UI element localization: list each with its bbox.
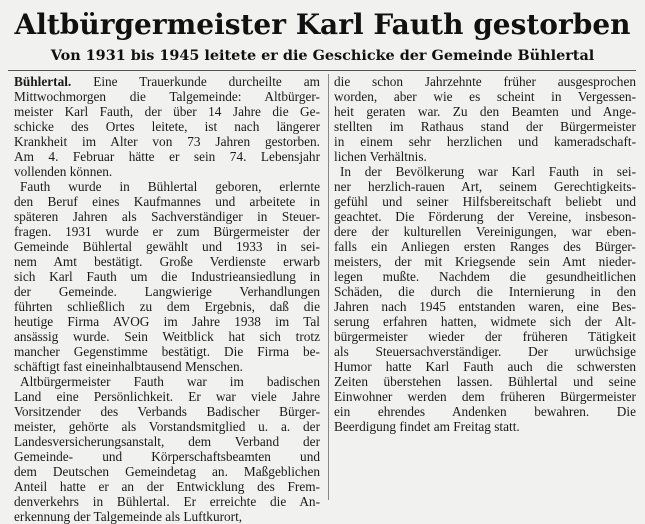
text-line: Beerdigung findet am Freitag statt. — [334, 419, 520, 434]
text-line: schäftigt fast eineinhalbtausend Menschen. — [14, 359, 243, 374]
text-line: Krankheit im Alter von 73 Jahren gestorben. — [14, 134, 320, 149]
text-line: Gemeinde Bühlertal gewählt und 1933 in sei- — [14, 239, 320, 254]
right-column — [334, 74, 636, 434]
text-line: Humor hatte Karl Fauth auch die schwersten — [334, 359, 636, 374]
text-line: Fauth wurde in Bühlertal geboren, erlernte — [20, 179, 320, 194]
text-line: legen mußte. Nachdem die gesundheitlichen — [334, 269, 636, 284]
text-line: ein ehrendes Andenken bewahren. Die — [334, 404, 636, 419]
text-line — [14, 74, 320, 89]
text-line: in einem sehr herzlichen und kameradschaft- — [334, 134, 636, 149]
header-rule — [8, 70, 636, 71]
text-line: lichen Verhältnis. — [334, 149, 427, 164]
text-line: Anteil hatte er an der Entwicklung des Frem- — [14, 479, 320, 494]
text-line: vollenden können. — [14, 164, 113, 179]
text-line: stellten im Rathaus stand der Bürgermeister — [334, 119, 636, 134]
text-line: schicke des Ortes leitete, ist nach längerer — [14, 119, 320, 134]
text-line: meister, gehörte als Vorstandsmitglied u. a. der — [14, 419, 320, 434]
column-divider — [328, 74, 329, 500]
text-line: bürgermeister wieder der früheren Tätigkeit — [334, 329, 636, 344]
text-line: meister Karl Fauth, der über 14 Jahre die Ge- — [14, 104, 320, 119]
text-line: serung erfahren hatten, widmete sich der Alt- — [334, 314, 636, 329]
text-line: Landesversicherungsanstalt, dem Verband der — [14, 434, 320, 449]
text-line: In der Bevölkerung war Karl Fauth in sei- — [340, 164, 636, 179]
text-line: meisters, der mit Kriegsende sein Amt nieder- — [334, 254, 636, 269]
text-line: denverkehrs in Bühlertal. Er erreichte die An- — [14, 494, 320, 509]
text-line: Jahren nach 1945 entstanden waren, eine Bes- — [334, 299, 636, 314]
text-line: Schäden, die durch die Internierung in den — [334, 284, 636, 299]
text-line: nem Amt bestätigt. Große Verdienste erwarb — [14, 254, 320, 269]
text-line: dere der kulturellen Vereinigungen, war eben- — [334, 224, 636, 239]
text-line: Vorsitzender des Verbands Badischer Bürger- — [14, 404, 320, 419]
text-line: falls ein Anliegen ersten Ranges des Bürger- — [334, 239, 636, 254]
text-line: ner herzlich-rauen Art, seinem Gerechtigkeits- — [334, 179, 636, 194]
text-line: als Steuersachverständiger. Der urwüchsige — [334, 344, 636, 359]
text-line: die schon Jahrzehnte früher ausgesprochen — [334, 74, 636, 89]
text-line: worden, aber wie es scheint in Vergessen- — [334, 89, 636, 104]
text-line: Altbürgermeister Fauth war im badischen — [20, 374, 320, 389]
text-line: geachtet. Die Förderung der Vereine, insbeson- — [334, 209, 636, 224]
text-line: gefühl und seiner Hilfsbereitschaft beliebt und — [334, 194, 636, 209]
text-line: heit geraten war. Zu den Beamten und Ange- — [334, 104, 636, 119]
left-column — [14, 74, 320, 524]
text-line: späteren Jahren als Sachverständiger in Steuer- — [14, 209, 320, 224]
text-line: fragen. 1931 wurde er zum Bürgermeister der — [14, 224, 320, 239]
text-line: Zeiten überstehen lassen. Bühlertal und seine — [334, 374, 636, 389]
text-line: der Gemeinde. Langwierige Verhandlungen — [14, 284, 320, 299]
text-line: dem Deutschen Gemeindetag an. Maßgeblichen — [14, 464, 320, 479]
text-line: Land eine Persönlichkeit. Er war viele Jahre — [14, 389, 320, 404]
text-line: Gemeinde- und Körperschaftsbeamten und — [14, 449, 320, 464]
text-line: führten schließlich zu dem Ergebnis, daß die — [14, 299, 320, 314]
text-line: Einwohner werden dem früheren Bürgermeister — [334, 389, 636, 404]
dateline: Bühlertal. — [14, 74, 72, 89]
text-line: erkennung der Talgemeinde als Luftkurort, — [14, 509, 243, 524]
subheadline: Von 1931 bis 1945 leitete er die Geschicke der Gemeinde Bühlertal — [50, 47, 595, 64]
text-line: mancher Gegenstimme bestätigt. Die Firma be- — [14, 344, 320, 359]
text-line: Am 4. Februar hätte er sein 74. Lebensjahr — [14, 149, 320, 164]
text-fragment: Eine Trauerkunde durcheilte am — [71, 74, 320, 89]
text-line: Mittwochmorgen die Talgemeinde: Altbürger- — [14, 89, 320, 104]
text-line: heutige Firma AVOG im Jahre 1938 im Tal — [14, 314, 320, 329]
text-line: den Beruf eines Kaufmannes und arbeitete in — [14, 194, 320, 209]
headline: Altbürgermeister Karl Fauth gestorben — [14, 8, 631, 41]
text-line: ansässig wurde. Sein Weitblick hat sich trotz — [14, 329, 320, 344]
text-line: sich Karl Fauth um die Industrieansiedlung in — [14, 269, 320, 284]
